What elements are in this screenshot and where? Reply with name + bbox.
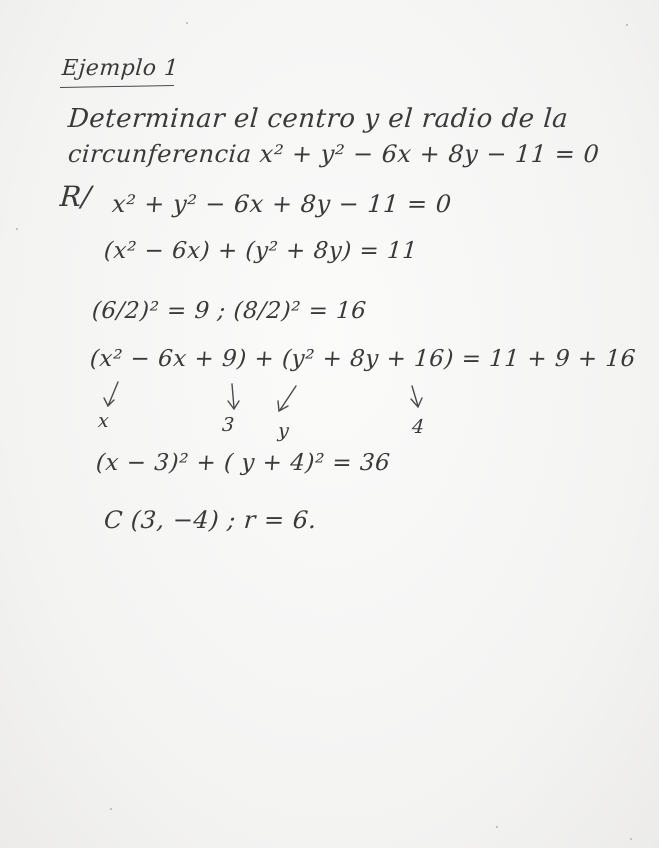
paper-speck xyxy=(496,826,498,828)
annotation-4: 4 xyxy=(411,416,426,438)
paper-speck xyxy=(186,22,188,24)
step-completing-values: (6/2)² = 9 ; (8/2)² = 16 xyxy=(91,298,368,324)
annotation-3: 3 xyxy=(221,414,236,436)
paper-speck xyxy=(630,838,632,840)
step-completed-squares: (x² − 6x + 9) + (y² + 8y + 16) = 11 + 9 + 16 xyxy=(89,346,637,372)
paper-speck xyxy=(110,808,112,810)
problem-statement-line-2: circunferencia x² + y² − 6x + 8y − 11 = 0 xyxy=(67,140,601,168)
title-underline xyxy=(60,85,174,88)
paper-speck xyxy=(626,24,628,26)
annotation-y: y xyxy=(277,420,291,442)
step-grouped-terms: (x² − 6x) + (y² + 8y) = 11 xyxy=(103,238,419,264)
step-center-radius: C (3, −4) ; r = 6. xyxy=(103,506,318,534)
paper-speck xyxy=(16,228,18,230)
step-standard-form: (x − 3)² + ( y + 4)² = 36 xyxy=(95,450,392,476)
example-title: Ejemplo 1 xyxy=(61,56,180,81)
answer-label: R/ xyxy=(58,180,93,213)
step-original-equation: x² + y² − 6x + 8y − 11 = 0 xyxy=(111,190,453,218)
annotation-x: x xyxy=(97,410,110,432)
problem-statement-line-1: Determinar el centro y el radio de la xyxy=(66,104,570,134)
